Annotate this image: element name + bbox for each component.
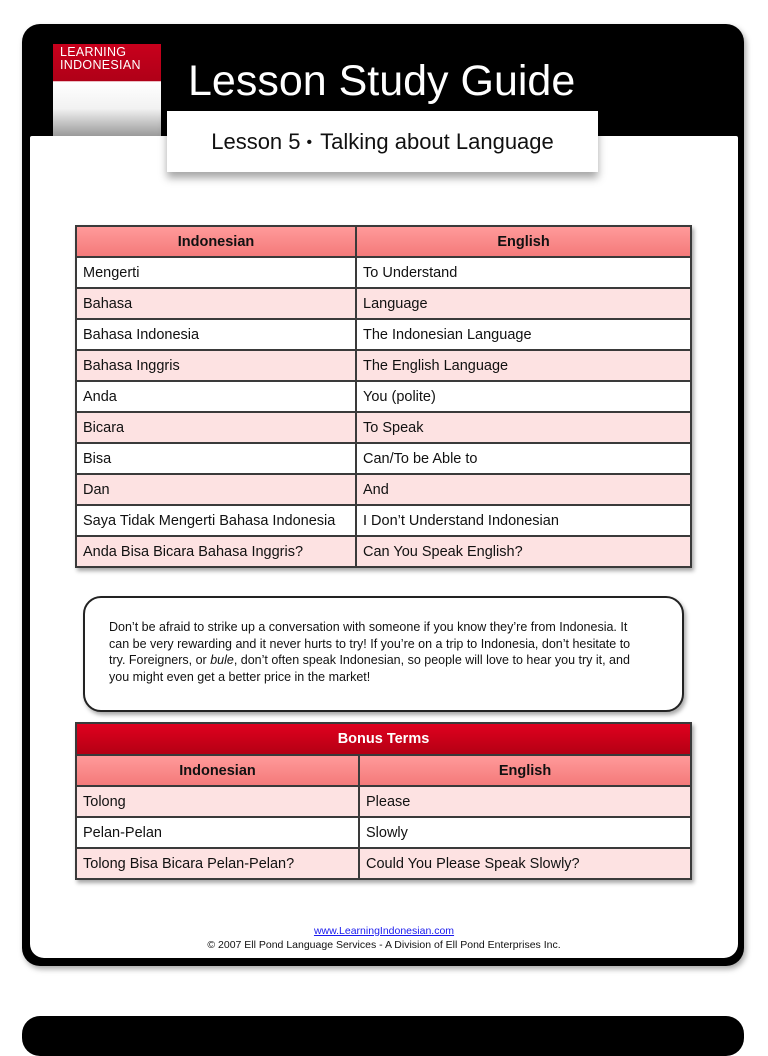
- english-term: To Understand: [356, 257, 691, 288]
- table-header-row: [76, 226, 691, 257]
- column-header-indonesian: Indonesian: [76, 226, 356, 257]
- indonesian-term: Tolong: [76, 786, 359, 817]
- english-term: Can You Speak English?: [356, 536, 691, 567]
- indonesian-term: Dan: [76, 474, 356, 505]
- page-title: Lesson Study Guide: [188, 57, 576, 105]
- indonesian-term: Bicara: [76, 412, 356, 443]
- lesson-subtitle-box: [167, 111, 598, 172]
- indonesian-term: Bahasa: [76, 288, 356, 319]
- column-header-indonesian: Indonesian: [76, 755, 359, 786]
- indonesian-term: Bahasa Inggris: [76, 350, 356, 381]
- english-term: I Don’t Understand Indonesian: [356, 505, 691, 536]
- lesson-subtitle: [211, 129, 554, 155]
- indonesian-term: Tolong Bisa Bicara Pelan-Pelan?: [76, 848, 359, 879]
- bullet-separator: •: [306, 133, 313, 151]
- english-term: Language: [356, 288, 691, 319]
- bonus-banner-row: [76, 723, 691, 755]
- english-term: Can/To be Able to: [356, 443, 691, 474]
- english-term: And: [356, 474, 691, 505]
- table-row: [76, 848, 691, 879]
- indonesian-term: Anda: [76, 381, 356, 412]
- indonesian-term: Pelan-Pelan: [76, 817, 359, 848]
- logo-text: [53, 46, 161, 72]
- tip-text-part1: Don’t be afraid to strike up a conversation with someone if you know they’re from Indonesia. It can be very rewarding and it never hurts to try! If you’re on a trip to Indonesia, don’t hesitate to try. Foreigners, or: [109, 620, 631, 667]
- table-row: [76, 505, 691, 536]
- copyright-notice: © 2007 Ell Pond Language Services - A Division of Ell Pond Enterprises Inc.: [207, 939, 561, 951]
- website-link[interactable]: www.LearningIndonesian.com: [313, 925, 455, 937]
- vocabulary-table: [75, 225, 692, 568]
- lesson-number: Lesson 5: [211, 128, 301, 154]
- indonesian-term: Mengerti: [76, 257, 356, 288]
- tip-emphasis-bule: bule: [210, 653, 234, 667]
- english-term: Slowly: [359, 817, 691, 848]
- bonus-terms-banner: Bonus Terms: [76, 723, 691, 755]
- indonesian-term: Bahasa Indonesia: [76, 319, 356, 350]
- tip-text-part2: , don’t often speak Indonesian, so people will love to hear you try it, and you might even get a better price in the market!: [109, 653, 630, 684]
- english-term: Please: [359, 786, 691, 817]
- table-row: [76, 412, 691, 443]
- indonesian-term: Bisa: [76, 443, 356, 474]
- next-page-edge: [22, 1016, 744, 1056]
- english-term: The English Language: [356, 350, 691, 381]
- table-row: [76, 350, 691, 381]
- column-header-english: English: [356, 226, 691, 257]
- english-term: You (polite): [356, 381, 691, 412]
- table-header-row: [76, 755, 691, 786]
- logo-line2: INDONESIAN: [60, 58, 141, 72]
- table-row: [76, 474, 691, 505]
- table-row: [76, 257, 691, 288]
- column-header-english: English: [359, 755, 691, 786]
- logo-line1: LEARNING: [60, 45, 127, 59]
- table-row: [76, 786, 691, 817]
- learning-indonesian-logo: [53, 44, 161, 136]
- english-term: Could You Please Speak Slowly?: [359, 848, 691, 879]
- table-row: [76, 319, 691, 350]
- table-row: [76, 381, 691, 412]
- culture-tip-text: [109, 619, 649, 685]
- table-row: [76, 288, 691, 319]
- table-row: [76, 536, 691, 567]
- indonesian-term: Saya Tidak Mengerti Bahasa Indonesia: [76, 505, 356, 536]
- lesson-topic: Talking about Language: [320, 128, 554, 154]
- english-term: The Indonesian Language: [356, 319, 691, 350]
- indonesian-term: Anda Bisa Bicara Bahasa Inggris?: [76, 536, 356, 567]
- table-row: [76, 817, 691, 848]
- bonus-terms-table: [75, 722, 692, 880]
- culture-tip-box: [83, 596, 684, 712]
- table-row: [76, 443, 691, 474]
- english-term: To Speak: [356, 412, 691, 443]
